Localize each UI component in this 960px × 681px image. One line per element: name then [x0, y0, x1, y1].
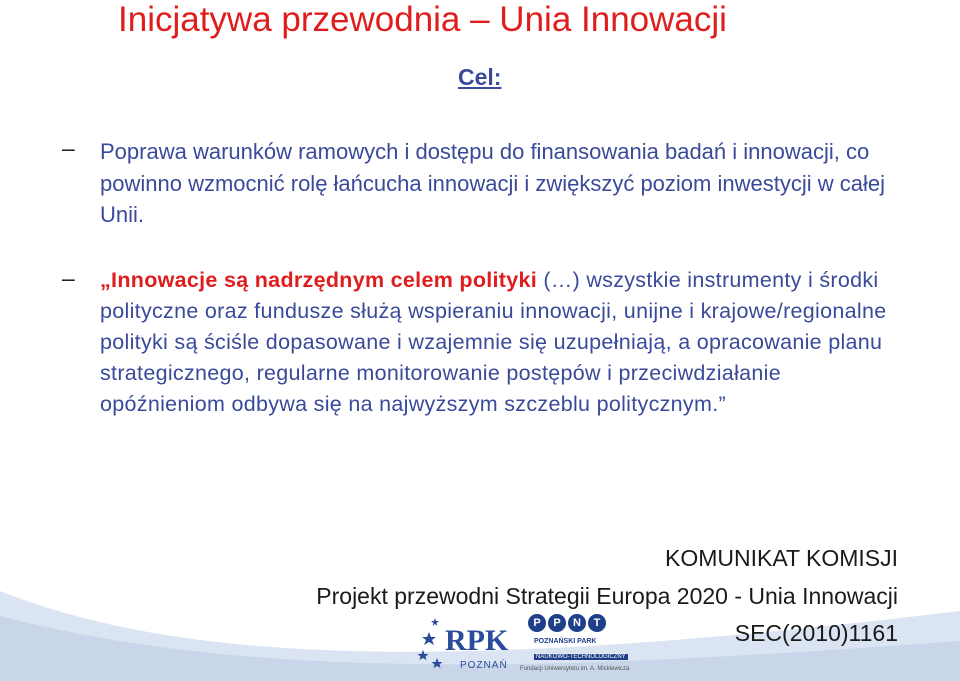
ppnt-line-3: Fundacji Uniwersytetu im. A. Mickiewicza — [520, 666, 630, 672]
slide-title: Inicjatywa przewodnia – Unia Innowacji — [118, 0, 727, 39]
ppnt-logo — [520, 614, 630, 674]
bullet-text-1: Poprawa warunków ramowych i dostępu do finansowania badań i innowacji, co powinno wzmocnić rolę łańcucha innowacji i zwiększyć poziom inwestycji w całej Unii. — [100, 139, 885, 227]
ppnt-line-1: POZNAŃSKI PARK — [534, 638, 597, 645]
bullet-text-2 — [100, 265, 900, 420]
bullet-dash-1: – — [62, 135, 75, 161]
bullet-highlight: „Innowacje są nadrzędnym celem polityki — [100, 268, 538, 292]
ppnt-letter: P — [548, 614, 566, 632]
rpk-logo-sub: POZNAŃ — [460, 660, 508, 671]
ppnt-circles — [528, 614, 630, 632]
source-line-2: Projekt przewodni Strategii Europa 2020 - Unia Innowacji — [316, 583, 898, 609]
bullet-dash-2: – — [62, 265, 75, 291]
ppnt-line-2: NAUKOWO-TECHNOLOGICZNY — [536, 654, 626, 660]
goal-label: Cel: — [458, 64, 502, 90]
ppnt-letter: N — [568, 614, 586, 632]
bullet-body: (…) wszystkie instrumenty i środki polityczne oraz fundusze służą wspieraniu innowacji, unijne i krajowe/regionalne polityki są ściśle dopasowane i wzajemnie się uzupełniają, a opracowanie planu strategicznego, regularne monitorowanie postępów i przeciwdziałanie opóźnieniom odbywa się na najwyższym szczeblu politycznym.” — [100, 268, 887, 416]
source-line-1: KOMUNIKAT KOMISJI — [664, 545, 898, 571]
source-line-3: SEC(2010)1161 — [734, 620, 898, 646]
ppnt-letter: P — [528, 614, 546, 632]
rpk-logo-text: RPK — [445, 624, 509, 657]
rpk-logo — [415, 610, 515, 676]
ppnt-letter: T — [588, 614, 606, 632]
